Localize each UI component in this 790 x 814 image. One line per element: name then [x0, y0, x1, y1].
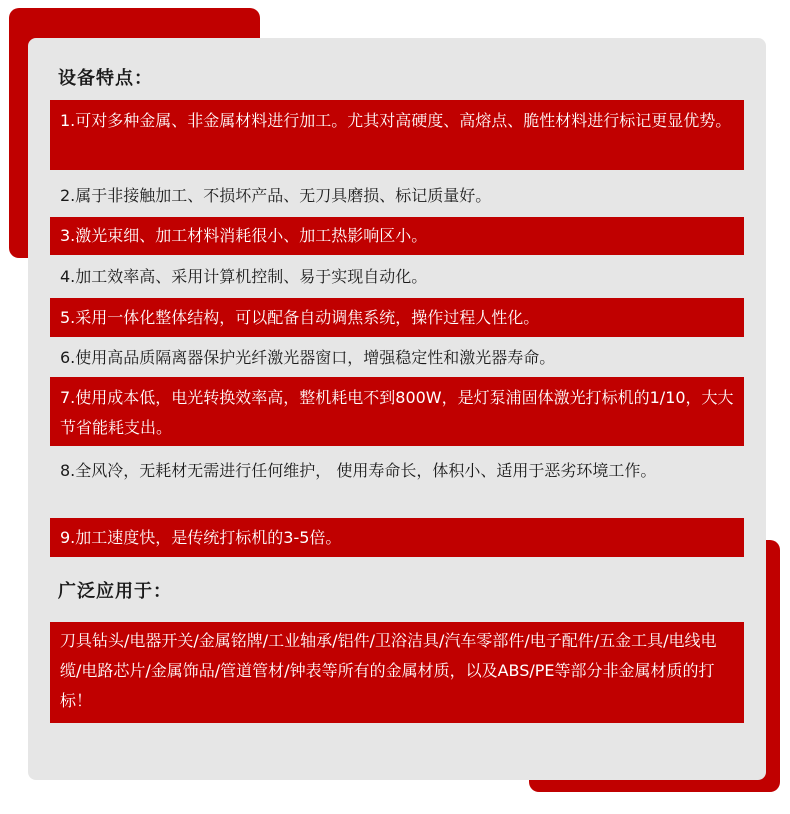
feature-item-4: 4.加工效率高、采用计算机控制、易于实现自动化。 [60, 267, 428, 286]
feature-item-7: 7.使用成本低，电光转换效率高，整机耗电不到800W，是灯泵浦固体激光打标机的1/10，大大节省能耗支出。 [50, 377, 744, 446]
feature-item-3: 3.激光束细、加工材料消耗很小、加工热影响区小。 [50, 217, 744, 255]
feature-item-5: 5.采用一体化整体结构，可以配备自动调焦系统，操作过程人性化。 [50, 298, 744, 337]
applications-text: 刀具钻头/电器开关/金属铭牌/工业轴承/铝件/卫浴洁具/汽车零部件/电子配件/五金工具/电线电缆/电路芯片/金属饰品/管道管材/钟表等所有的金属材质，以及ABS/PE等部分非金属材质的打标！ [50, 622, 744, 723]
feature-item-1: 1.可对多种金属、非金属材料进行加工。尤其对高硬度、高熔点、脆性材料进行标记更显优势。 [50, 100, 744, 170]
feature-item-2: 2.属于非接触加工、不损坏产品、无刀具磨损、标记质量好。 [60, 186, 492, 205]
feature-item-6: 6.使用高品质隔离器保护光纤激光器窗口，增强稳定性和激光器寿命。 [60, 348, 556, 367]
features-heading: 设备特点： [58, 68, 153, 89]
feature-item-9: 9.加工速度快，是传统打标机的3-5倍。 [50, 518, 744, 557]
applications-heading: 广泛应用于： [58, 581, 172, 602]
feature-item-8: 8.全风冷，无耗材无需进行任何维护， 使用寿命长，体积小、适用于恶劣环境工作。 [60, 461, 657, 480]
